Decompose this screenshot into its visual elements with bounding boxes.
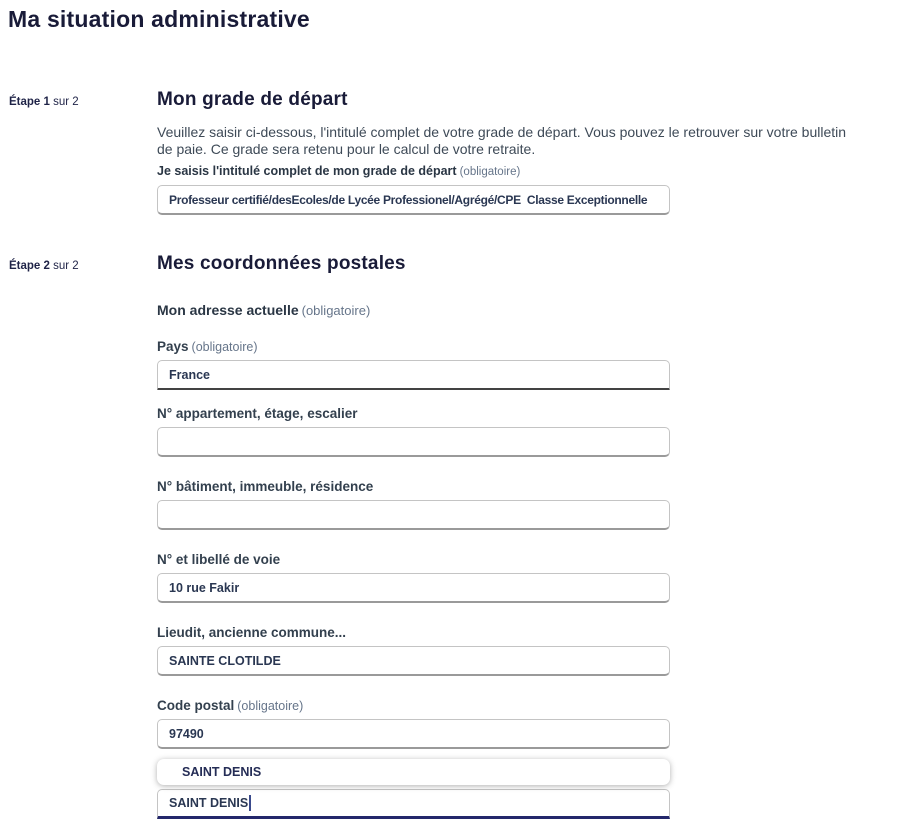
step-1-total: sur 2 bbox=[49, 96, 79, 108]
country-label-text: Pays bbox=[157, 339, 189, 354]
current-address-text: Mon adresse actuelle bbox=[157, 302, 299, 318]
grade-input[interactable] bbox=[157, 185, 670, 215]
country-required-hint: (obligatoire) bbox=[191, 340, 258, 354]
apartment-input[interactable] bbox=[157, 427, 670, 457]
commune-input[interactable] bbox=[157, 789, 670, 819]
text-cursor bbox=[249, 795, 251, 811]
page-title: Ma situation administrative bbox=[8, 6, 310, 32]
grade-required-hint: (obligatoire) bbox=[459, 166, 521, 178]
field-apartment bbox=[157, 406, 900, 457]
section-grade-heading: Mon grade de départ bbox=[157, 89, 348, 110]
autocomplete-option-saint-denis[interactable] bbox=[157, 759, 670, 785]
building-input[interactable] bbox=[157, 500, 670, 530]
street-input[interactable] bbox=[157, 573, 670, 603]
section-address-heading: Mes coordonnées postales bbox=[157, 253, 406, 274]
building-label-text: N° bâtiment, immeuble, résidence bbox=[157, 479, 374, 494]
locality-label bbox=[157, 625, 900, 640]
step-2-total: sur 2 bbox=[49, 260, 79, 272]
current-address-label bbox=[157, 302, 900, 318]
street-label-text: N° et libellé de voie bbox=[157, 552, 281, 567]
grade-label-text: Je saisis l'intitulé complet de mon grade de départ bbox=[157, 164, 457, 178]
field-building bbox=[157, 479, 900, 530]
field-postal-code bbox=[157, 698, 900, 749]
country-label bbox=[157, 339, 900, 354]
locality-input[interactable] bbox=[157, 646, 670, 676]
field-locality bbox=[157, 625, 900, 676]
field-street bbox=[157, 552, 900, 603]
autocomplete-option-label: SAINT DENIS bbox=[182, 765, 262, 779]
current-address-required-hint: (obligatoire) bbox=[301, 303, 371, 318]
page bbox=[0, 6, 900, 822]
grade-description: Veuillez saisir ci-dessous, l'intitulé complet de votre grade de départ. Vous pouvez le retrouver sur votre bulletin de paie. Ce grade sera retenu pour le calcul de votre retraite. bbox=[157, 124, 847, 157]
apartment-label-text: N° appartement, étage, escalier bbox=[157, 406, 358, 421]
section-address bbox=[0, 253, 900, 819]
apartment-label bbox=[157, 406, 900, 421]
postal-code-input[interactable] bbox=[157, 719, 670, 749]
step-1-number: Étape 1 bbox=[9, 96, 50, 108]
postal-code-label bbox=[157, 698, 900, 713]
country-input[interactable] bbox=[157, 360, 670, 390]
locality-label-text: Lieudit, ancienne commune... bbox=[157, 625, 347, 640]
step-2-number: Étape 2 bbox=[9, 260, 50, 272]
building-label bbox=[157, 479, 900, 494]
grade-field-label bbox=[157, 164, 900, 178]
field-country bbox=[157, 339, 900, 390]
postal-code-required-hint: (obligatoire) bbox=[237, 699, 304, 713]
step-indicator-1 bbox=[0, 89, 157, 108]
commune-input-value: SAINT DENIS bbox=[169, 796, 249, 810]
postal-code-label-text: Code postal bbox=[157, 698, 235, 713]
step-indicator-2 bbox=[0, 253, 157, 272]
street-label bbox=[157, 552, 900, 567]
section-grade bbox=[0, 89, 900, 215]
